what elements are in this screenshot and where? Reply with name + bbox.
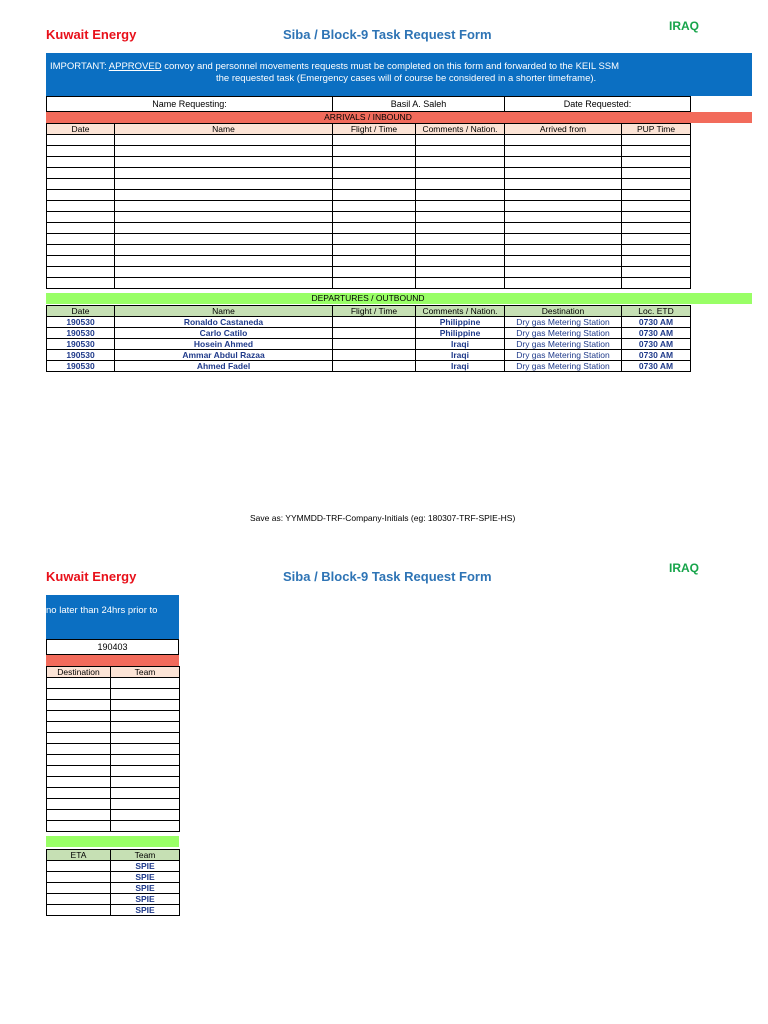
empty-cell[interactable] (47, 788, 111, 799)
empty-cell[interactable] (115, 278, 333, 289)
empty-cell[interactable] (416, 146, 505, 157)
empty-cell[interactable] (47, 744, 111, 755)
name-cell[interactable]: Carlo Catilo (115, 328, 333, 339)
table-row (47, 267, 691, 278)
destination-cell[interactable]: Dry gas Metering Station (505, 339, 622, 350)
table-row (47, 190, 691, 201)
name-cell[interactable]: Ahmed Fadel (115, 361, 333, 372)
table-row (47, 168, 691, 179)
loc-etd-cell[interactable]: 0730 AM (622, 361, 691, 372)
empty-cell[interactable] (505, 135, 622, 146)
empty-cell[interactable] (111, 733, 180, 744)
col-arrived-from: Arrived from (505, 124, 622, 135)
empty-cell[interactable] (416, 223, 505, 234)
empty-cell[interactable] (505, 223, 622, 234)
arrivals-header-row-2 (47, 667, 180, 678)
empty-cell[interactable] (111, 722, 180, 733)
empty-cell[interactable] (47, 689, 111, 700)
empty-cell[interactable] (115, 135, 333, 146)
empty-cell[interactable] (416, 245, 505, 256)
empty-cell[interactable] (622, 179, 691, 190)
name-requesting-value[interactable]: Basil A. Saleh (333, 97, 505, 113)
eta-cell[interactable] (47, 905, 111, 916)
empty-cell[interactable] (622, 190, 691, 201)
empty-cell[interactable] (115, 146, 333, 157)
save-as-note: Save as: YYMMDD-TRF-Company-Initials (eg: 180307-TRF-SPIE-HS) (250, 513, 516, 523)
empty-cell[interactable] (416, 179, 505, 190)
empty-cell[interactable] (111, 689, 180, 700)
empty-cell[interactable] (622, 212, 691, 223)
departures-band-2 (46, 836, 179, 847)
empty-cell[interactable] (47, 711, 111, 722)
empty-cell[interactable] (47, 810, 111, 821)
departures-table-2 (46, 849, 180, 916)
table-row (47, 245, 691, 256)
empty-cell[interactable] (115, 212, 333, 223)
notice-line1: convoy and personnel movements requests must be completed on this form and forwarded to the KEIL SSM (161, 61, 620, 72)
empty-cell[interactable] (622, 234, 691, 245)
table-row (47, 722, 180, 733)
table-row (47, 256, 691, 267)
empty-cell[interactable] (416, 157, 505, 168)
table-row (47, 766, 180, 777)
flight-time-cell[interactable] (333, 328, 416, 339)
table-row (47, 135, 691, 146)
empty-cell[interactable] (333, 135, 416, 146)
date-cell[interactable]: 190530 (47, 350, 115, 361)
notice-approved: APPROVED (108, 61, 162, 72)
table-row (47, 234, 691, 245)
notice-line2: the requested task (Emergency cases will of course be considered in a shorter timeframe). (216, 73, 597, 84)
col-destination: Destination (47, 667, 111, 678)
empty-cell[interactable] (47, 267, 115, 278)
table-row (47, 894, 180, 905)
arrivals-header-row (47, 124, 691, 135)
team-cell[interactable]: SPIE (111, 905, 180, 916)
table-row (47, 201, 691, 212)
empty-cell[interactable] (115, 179, 333, 190)
team-cell[interactable]: SPIE (111, 861, 180, 872)
col-loc-etd: Loc. ETD (622, 306, 691, 317)
empty-cell[interactable] (47, 733, 111, 744)
flight-time-cell[interactable] (333, 361, 416, 372)
date-cell[interactable]: 190530 (47, 339, 115, 350)
date-value-table (46, 639, 179, 656)
empty-cell[interactable] (505, 278, 622, 289)
table-row (47, 744, 180, 755)
empty-cell[interactable] (622, 278, 691, 289)
notice-fragment-text: no later than 24hrs prior to (46, 605, 158, 616)
empty-cell[interactable] (505, 234, 622, 245)
col-date: Date (47, 124, 115, 135)
arrivals-band (46, 112, 752, 123)
empty-cell[interactable] (416, 278, 505, 289)
empty-cell[interactable] (47, 256, 115, 267)
empty-cell[interactable] (333, 278, 416, 289)
empty-cell[interactable] (111, 788, 180, 799)
empty-cell[interactable] (505, 157, 622, 168)
empty-cell[interactable] (416, 256, 505, 267)
empty-cell[interactable] (333, 190, 416, 201)
table-row (47, 678, 180, 689)
nation-cell[interactable]: Philippine (416, 328, 505, 339)
empty-cell[interactable] (47, 201, 115, 212)
table-row (47, 755, 180, 766)
table-row (47, 883, 180, 894)
empty-cell[interactable] (111, 810, 180, 821)
table-row (47, 278, 691, 289)
table-row (47, 157, 691, 168)
departures-header-row (47, 306, 691, 317)
empty-cell[interactable] (47, 234, 115, 245)
empty-cell[interactable] (47, 799, 111, 810)
company-name-2: Kuwait Energy (46, 569, 137, 584)
empty-cell[interactable] (505, 267, 622, 278)
empty-cell[interactable] (416, 234, 505, 245)
empty-cell[interactable] (111, 821, 180, 832)
destination-cell[interactable]: Dry gas Metering Station (505, 361, 622, 372)
table-row (47, 777, 180, 788)
arrivals-table-2 (46, 666, 180, 832)
empty-cell[interactable] (111, 711, 180, 722)
empty-cell[interactable] (115, 234, 333, 245)
empty-cell[interactable] (333, 201, 416, 212)
empty-cell[interactable] (333, 234, 416, 245)
name-cell[interactable]: Hosein Ahmed (115, 339, 333, 350)
destination-cell[interactable]: Dry gas Metering Station (505, 317, 622, 328)
empty-cell[interactable] (505, 201, 622, 212)
empty-cell[interactable] (622, 146, 691, 157)
empty-cell[interactable] (505, 245, 622, 256)
table-row (47, 872, 180, 883)
eta-cell[interactable] (47, 883, 111, 894)
empty-cell[interactable] (416, 267, 505, 278)
destination-cell[interactable]: Dry gas Metering Station (505, 328, 622, 339)
eta-cell[interactable] (47, 894, 111, 905)
empty-cell[interactable] (115, 245, 333, 256)
empty-cell[interactable] (111, 799, 180, 810)
eta-cell[interactable] (47, 872, 111, 883)
date-requested-label: Date Requested: (505, 97, 691, 113)
empty-cell[interactable] (111, 777, 180, 788)
important-notice-fragment (46, 595, 179, 639)
form-title-2: Siba / Block-9 Task Request Form (283, 569, 492, 584)
country-label: IRAQ (669, 19, 699, 33)
table-row (47, 212, 691, 223)
table-row (47, 317, 691, 328)
date-cell[interactable]: 190530 (47, 328, 115, 339)
table-row (47, 711, 180, 722)
empty-cell[interactable] (416, 212, 505, 223)
empty-cell[interactable] (622, 201, 691, 212)
col-comments-nation: Comments / Nation. (416, 124, 505, 135)
name-cell[interactable]: Ammar Abdul Razaa (115, 350, 333, 361)
table-row (47, 350, 691, 361)
table-row (47, 179, 691, 190)
col-name: Name (115, 124, 333, 135)
team-cell[interactable]: SPIE (111, 894, 180, 905)
empty-cell[interactable] (47, 766, 111, 777)
arrivals-section-label: ARRIVALS / INBOUND (324, 112, 412, 122)
table-row (47, 799, 180, 810)
table-row (47, 788, 180, 799)
departures-section-label: DEPARTURES / OUTBOUND (311, 293, 425, 303)
empty-cell[interactable] (333, 146, 416, 157)
empty-cell[interactable] (622, 256, 691, 267)
nation-cell[interactable]: Iraqi (416, 350, 505, 361)
empty-cell[interactable] (47, 245, 115, 256)
col-team: Team (111, 850, 180, 861)
empty-cell[interactable] (115, 267, 333, 278)
empty-cell[interactable] (111, 744, 180, 755)
empty-cell[interactable] (416, 190, 505, 201)
empty-cell[interactable] (47, 722, 111, 733)
empty-cell[interactable] (333, 267, 416, 278)
form-title: Siba / Block-9 Task Request Form (283, 27, 492, 42)
empty-cell[interactable] (505, 212, 622, 223)
empty-cell[interactable] (47, 190, 115, 201)
table-row (47, 223, 691, 234)
col-flight-time: Flight / Time (333, 124, 416, 135)
empty-cell[interactable] (47, 212, 115, 223)
name-requesting-label: Name Requesting: (47, 97, 333, 113)
team-cell[interactable]: SPIE (111, 872, 180, 883)
empty-cell[interactable] (47, 678, 111, 689)
empty-cell[interactable] (47, 777, 111, 788)
empty-cell[interactable] (47, 700, 111, 711)
empty-cell[interactable] (622, 157, 691, 168)
company-name: Kuwait Energy (46, 27, 137, 42)
col-comments-nation: Comments / Nation. (416, 306, 505, 317)
empty-cell[interactable] (47, 157, 115, 168)
arrivals-table (46, 123, 691, 289)
col-eta: ETA (47, 850, 111, 861)
country-label-2: IRAQ (669, 561, 699, 575)
date-value[interactable]: 190403 (47, 640, 179, 656)
table-row (47, 821, 180, 832)
departures-table (46, 305, 691, 372)
loc-etd-cell[interactable]: 0730 AM (622, 339, 691, 350)
empty-cell[interactable] (111, 700, 180, 711)
empty-cell[interactable] (505, 256, 622, 267)
empty-cell[interactable] (47, 168, 115, 179)
empty-cell[interactable] (622, 245, 691, 256)
table-row (47, 905, 180, 916)
empty-cell[interactable] (622, 267, 691, 278)
table-row (47, 361, 691, 372)
col-name: Name (115, 306, 333, 317)
empty-cell[interactable] (333, 157, 416, 168)
empty-cell[interactable] (47, 135, 115, 146)
empty-cell[interactable] (115, 256, 333, 267)
empty-cell[interactable] (622, 223, 691, 234)
empty-cell[interactable] (416, 168, 505, 179)
name-cell[interactable]: Ronaldo Castaneda (115, 317, 333, 328)
empty-cell[interactable] (47, 146, 115, 157)
destination-cell[interactable]: Dry gas Metering Station (505, 350, 622, 361)
empty-cell[interactable] (333, 223, 416, 234)
notice-prefix: IMPORTANT: (50, 61, 109, 72)
loc-etd-cell[interactable]: 0730 AM (622, 350, 691, 361)
nation-cell[interactable]: Iraqi (416, 361, 505, 372)
empty-cell[interactable] (47, 179, 115, 190)
departures-header-row-2 (47, 850, 180, 861)
empty-cell[interactable] (333, 212, 416, 223)
empty-cell[interactable] (47, 278, 115, 289)
requester-info-table (46, 96, 691, 113)
nation-cell[interactable]: Iraqi (416, 339, 505, 350)
col-date: Date (47, 306, 115, 317)
loc-etd-cell[interactable]: 0730 AM (622, 317, 691, 328)
empty-cell[interactable] (333, 256, 416, 267)
empty-cell[interactable] (333, 179, 416, 190)
empty-cell[interactable] (416, 135, 505, 146)
empty-cell[interactable] (333, 245, 416, 256)
arrivals-band-2 (46, 655, 179, 666)
eta-cell[interactable] (47, 861, 111, 872)
flight-time-cell[interactable] (333, 317, 416, 328)
empty-cell[interactable] (115, 201, 333, 212)
important-notice (46, 53, 752, 96)
col-pup-time: PUP Time (622, 124, 691, 135)
empty-cell[interactable] (111, 766, 180, 777)
empty-cell[interactable] (47, 755, 111, 766)
table-row (47, 810, 180, 821)
table-row (47, 700, 180, 711)
empty-cell[interactable] (505, 146, 622, 157)
empty-cell[interactable] (47, 223, 115, 234)
col-destination: Destination (505, 306, 622, 317)
departures-band (46, 293, 752, 304)
empty-cell[interactable] (622, 168, 691, 179)
team-cell[interactable]: SPIE (111, 883, 180, 894)
empty-cell[interactable] (115, 157, 333, 168)
empty-cell[interactable] (111, 755, 180, 766)
empty-cell[interactable] (115, 168, 333, 179)
flight-time-cell[interactable] (333, 350, 416, 361)
table-row (47, 146, 691, 157)
empty-cell[interactable] (505, 179, 622, 190)
col-team: Team (111, 667, 180, 678)
col-flight-time: Flight / Time (333, 306, 416, 317)
empty-cell[interactable] (47, 821, 111, 832)
empty-cell[interactable] (111, 678, 180, 689)
table-row (47, 689, 180, 700)
empty-cell[interactable] (115, 190, 333, 201)
empty-cell[interactable] (115, 223, 333, 234)
table-row (47, 339, 691, 350)
empty-cell[interactable] (416, 201, 505, 212)
empty-cell[interactable] (505, 168, 622, 179)
empty-cell[interactable] (622, 135, 691, 146)
empty-cell[interactable] (505, 190, 622, 201)
empty-cell[interactable] (333, 168, 416, 179)
table-row (47, 328, 691, 339)
loc-etd-cell[interactable]: 0730 AM (622, 328, 691, 339)
date-cell[interactable]: 190530 (47, 361, 115, 372)
table-row (47, 861, 180, 872)
date-cell[interactable]: 190530 (47, 317, 115, 328)
table-row (47, 733, 180, 744)
nation-cell[interactable]: Philippine (416, 317, 505, 328)
flight-time-cell[interactable] (333, 339, 416, 350)
